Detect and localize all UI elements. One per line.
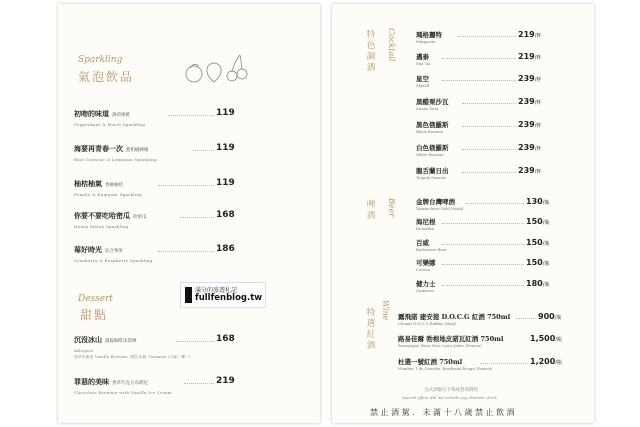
wine-vertical-title: 特選紅酒	[366, 308, 376, 351]
dessert-script-heading: Dessert	[78, 294, 114, 304]
sparkling-item-english: Pomelo & Kumquat Sparkling	[74, 192, 143, 197]
sparkling-item-english: Cranberry & Raspberry Sparkling	[74, 258, 153, 263]
sparkling-script-heading: Sparkling	[78, 55, 123, 65]
dessert-item-english: Affogato	[74, 348, 94, 353]
leader-dots	[466, 203, 524, 204]
cocktail-item-english: Skyfall	[416, 83, 430, 88]
dessert-item-price: 168	[216, 334, 235, 344]
leader-dots	[442, 80, 516, 81]
sparkling-title: 氣泡飲品	[78, 70, 135, 84]
watermark-line1: 滿分的旅遊札記	[195, 287, 238, 294]
cocktail-item-english: Tequila Sunrise	[416, 175, 446, 180]
cocktail-item-name: 龍舌蘭日出	[416, 167, 449, 175]
cocktail-item-price: 219/杯	[518, 52, 542, 61]
cocktail-item-name: 白色俄羅斯	[416, 144, 449, 152]
dessert-item-name: 沉沒冰山 濃縮咖啡冰淇淋	[74, 335, 137, 344]
leader-dots	[458, 36, 516, 37]
sparkling-item-name: 初吻的味道 薄荷蜜桃	[74, 109, 130, 118]
cocktail-item-name: 星空	[416, 75, 429, 83]
leader-dots	[462, 126, 516, 127]
beer-script-heading: Beer	[387, 198, 396, 218]
dessert-item-name: 罪惡的美味 香草巧克力布朗尼	[74, 377, 148, 386]
footer-warning: 禁止酒駕．未滿十八歲禁止飲酒	[370, 408, 517, 417]
wine-item-price: 1,200/瓶	[530, 357, 562, 366]
leader-dots	[180, 217, 214, 218]
wine-script-heading: Wine	[381, 300, 390, 321]
notice-chinese: 含式酒類另不單純售與價售	[424, 388, 478, 393]
cocktail-item-price: 239/杯	[518, 166, 542, 175]
leader-dots	[158, 251, 214, 252]
sparkling-item-price: 119	[216, 178, 235, 188]
leader-dots	[462, 172, 516, 173]
sparkling-item-price: 186	[216, 244, 235, 254]
beer-item-english: Budweiser Beer	[416, 247, 447, 252]
cocktail-item-price: 239/杯	[518, 97, 542, 106]
wine-item-price: 900/瓶	[538, 312, 562, 321]
beer-item-name: 金牌台灣啤酒	[416, 198, 455, 206]
sparkling-item-english: Peppermint & Peach Sparkling	[74, 122, 146, 127]
cocktail-item-price: 239/杯	[518, 74, 542, 83]
leader-dots	[168, 115, 214, 116]
beer-item-name: 可樂娜	[416, 259, 436, 267]
beer-item-english: Corona	[416, 267, 431, 272]
beer-item-price: 180/瓶	[526, 279, 550, 288]
dessert-item-options: 香草布朗尼 Vanilla Brownie /提拉米蘇 Tiramisu (口味二擇一)	[74, 355, 191, 359]
beer-item-name: 健力士	[416, 280, 436, 288]
cocktail-vertical-title: 特色調酒	[366, 30, 376, 73]
sparkling-item-name: 莓好時光 綜合莓果	[74, 245, 123, 254]
cocktail-item-english: Black Russian	[416, 129, 444, 134]
leader-dots	[442, 285, 524, 286]
dessert-item-english: Chocolate Brownie with Vanilla Ice Cream	[74, 390, 172, 395]
wine-item-price: 1,500/瓶	[530, 334, 562, 343]
beer-item-price: 150/瓶	[526, 238, 550, 247]
cocktail-item-english: Margarita	[416, 39, 436, 44]
beer-item-name: 百威	[416, 239, 429, 247]
beer-item-price: 150/瓶	[526, 217, 550, 226]
beer-vertical-title: 啤酒	[366, 200, 376, 221]
leader-dots	[480, 363, 528, 364]
beer-item-english: Guinness	[416, 288, 434, 293]
dessert-item-price: 219	[216, 376, 235, 386]
cocktail-item-english: Mai Tai	[416, 61, 431, 66]
beer-item-price: 130/瓶	[526, 197, 550, 206]
wine-item-name: 露飛諾 建安提 D.O.C.G 紅酒 750ml	[398, 313, 511, 321]
cocktail-script-heading: Cocktail	[387, 28, 396, 62]
beer-item-english: Taiwan beer Gold Medal	[416, 206, 464, 211]
cocktail-item-name: 黑醋栗沙瓦	[416, 98, 449, 106]
leader-dots	[158, 185, 214, 186]
dessert-title: 甜點	[80, 308, 109, 322]
beer-item-english: Heineken	[416, 226, 435, 231]
cocktail-item-price: 239/杯	[518, 120, 542, 129]
watermark-line2: fullfenblog.tw	[195, 293, 263, 303]
beer-item-price: 150/瓶	[526, 258, 550, 267]
leader-dots	[442, 264, 524, 265]
sparkling-item-english: Honey Melon Sparkling	[74, 224, 129, 229]
cocktail-item-name: 瑪格麗特	[416, 31, 442, 39]
cocktail-item-english: Cassis Sour	[416, 106, 439, 111]
leader-dots	[462, 149, 516, 150]
leader-dots	[516, 318, 536, 319]
wine-item-english: Chianti D.O.C.G Ruffino (Italy)	[398, 321, 457, 326]
leader-dots	[442, 223, 524, 224]
watermark-logo-icon	[185, 287, 192, 303]
sparkling-item-price: 168	[216, 210, 235, 220]
cocktail-item-price: 239/杯	[518, 143, 542, 152]
right-menu-page	[332, 4, 594, 423]
left-menu-page	[58, 4, 320, 423]
cocktail-item-price: 219/杯	[518, 30, 542, 39]
blog-watermark	[180, 282, 266, 308]
leader-dots	[442, 58, 516, 59]
sparkling-item-name: 海要再青春一次 藍柑橘檸檬	[74, 144, 149, 153]
cocktail-item-name: 黑色俄羅斯	[416, 121, 449, 129]
sparkling-item-name: 你要不要吃哈密瓜 哈密瓜	[74, 211, 147, 220]
cocktail-item-name: 邁泰	[416, 53, 429, 61]
leader-dots	[462, 103, 516, 104]
wine-item-english: Number 1 de Dourthe, Bordeaux Rouge (France)	[398, 366, 493, 371]
sparkling-item-name: 柚桔柚氣 香柚柚桔	[74, 179, 123, 188]
leader-dots	[184, 383, 214, 384]
fruit-illustration-icon	[182, 52, 252, 86]
cocktail-item-english: White Russian	[416, 152, 444, 157]
wine-item-name: 杜選一號紅酒 750ml	[398, 358, 463, 366]
wine-item-english: Bourgogne Pinot Noir, Louis Jadot (France)	[398, 343, 482, 348]
sparkling-item-price: 119	[216, 108, 235, 118]
sparkling-item-price: 119	[216, 143, 235, 153]
leader-dots	[176, 341, 214, 342]
sparkling-item-english: Blue Curacao & Lemonan Sparkling	[74, 157, 157, 162]
leader-dots	[442, 244, 524, 245]
beer-item-name: 海尼根	[416, 218, 436, 226]
leader-dots	[193, 150, 214, 151]
wine-item-name: 路易佳爾 勃根地皮諾瓦紅酒 750ml	[398, 335, 504, 343]
notice-english: Special offers will not include any alcoholic drink	[402, 395, 498, 400]
